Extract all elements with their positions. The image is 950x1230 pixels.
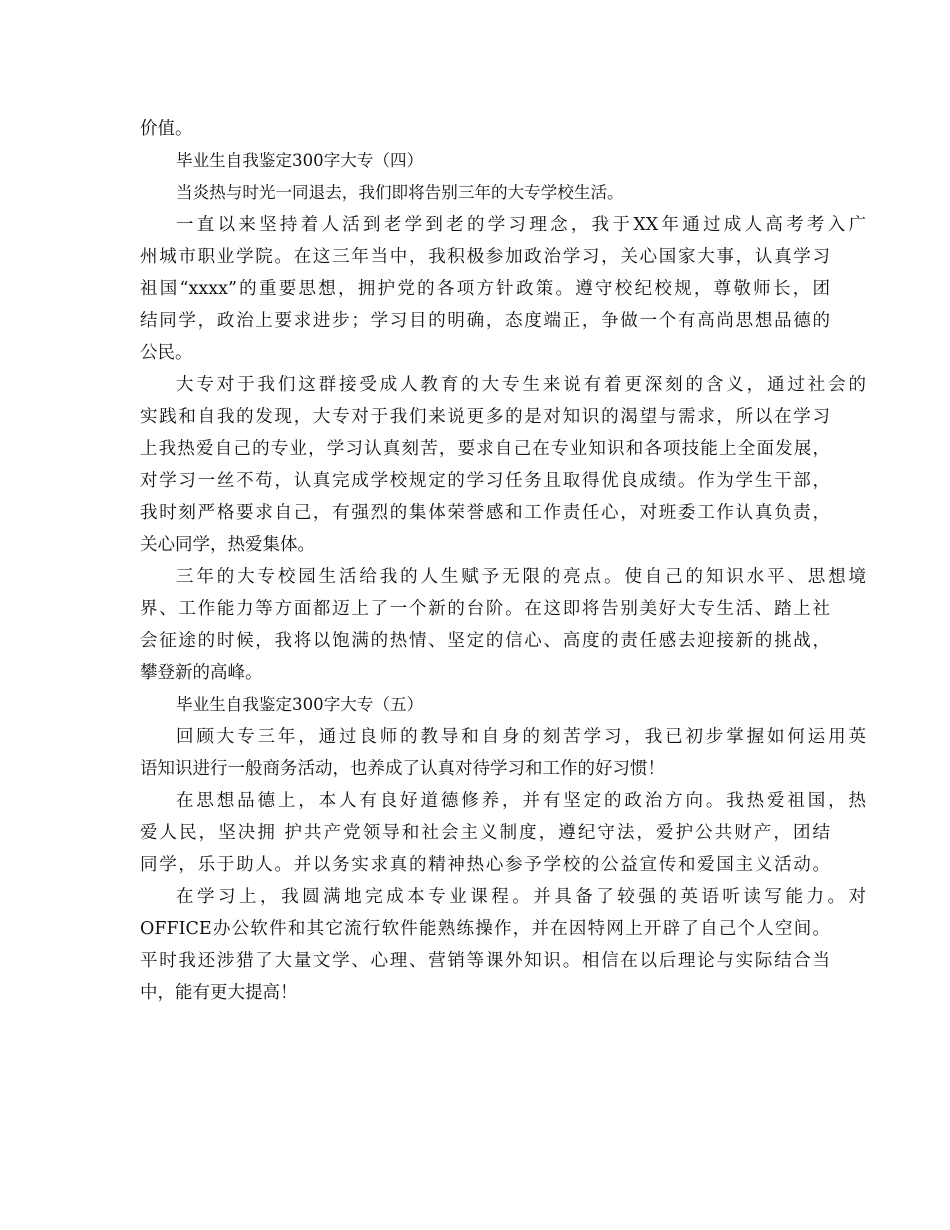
text-line-16: 界、工作能力等方面都迈上了一个新的台阶。在这即将告别美好大专生活、踏上社 bbox=[140, 599, 830, 619]
text-line-9: 大专对于我们这群接受成人教育的大专生来说有着更深刻的含义，通过社会的 bbox=[176, 375, 866, 395]
text-line-21: 语知识进行一般商务活动，也养成了认真对待学习和工作的好习惯！ bbox=[140, 759, 665, 779]
text-line-10: 实践和自我的发现，大专对于我们来说更多的是对知识的渴望与需求，所以在学习 bbox=[140, 407, 830, 427]
text-line-4: 一直以来坚持着人活到老学到老的学习理念，我于XX年通过成人高考考入广 bbox=[176, 215, 866, 235]
text-line-5: 州城市职业学院。在这三年当中，我积极参加政治学习，关心国家大事，认真学习 bbox=[140, 247, 830, 267]
section-heading-5: 毕业生自我鉴定300字大专（五） bbox=[176, 695, 424, 714]
text-line-23: 爱人民，坚决拥 护共产党领导和社会主义制度，遵纪守法，爱护公共财产，团结 bbox=[140, 823, 830, 843]
text-line-17: 会征途的时候，我将以饱满的热情、坚定的信心、高度的责任感去迎接新的挑战， bbox=[140, 631, 830, 651]
text-line-15: 三年的大专校园生活给我的人生赋予无限的亮点。使自己的知识水平、思想境 bbox=[176, 567, 866, 587]
text-line-28: 中，能有更大提高！ bbox=[140, 983, 298, 1003]
text-line-8: 公民。 bbox=[140, 343, 193, 363]
text-line-1: 价值。 bbox=[140, 119, 193, 139]
text-line-11: 上我热爱自己的专业，学习认真刻苦，要求自己在专业知识和各项技能上全面发展， bbox=[140, 439, 830, 459]
text-line-7: 结同学，政治上要求进步；学习目的明确，态度端正，争做一个有高尚思想品德的 bbox=[140, 311, 830, 331]
text-line-12: 对学习一丝不苟，认真完成学校规定的学习任务且取得优良成绩。作为学生干部， bbox=[140, 471, 830, 491]
text-line-26: OFFICE办公软件和其它流行软件能熟练操作，并在因特网上开辟了自己个人空间。 bbox=[140, 919, 830, 939]
text-line-18: 攀登新的高峰。 bbox=[140, 663, 263, 683]
text-line-22: 在思想品德上，本人有良好道德修养，并有坚定的政治方向。我热爱祖国，热 bbox=[176, 791, 866, 811]
text-line-25: 在学习上，我圆满地完成本专业课程。并具备了较强的英语听读写能力。对 bbox=[176, 887, 866, 907]
text-line-14: 关心同学，热爱集体。 bbox=[140, 535, 315, 555]
text-line-27: 平时我还涉猎了大量文学、心理、营销等课外知识。相信在以后理论与实际结合当 bbox=[140, 951, 830, 971]
text-line-20: 回顾大专三年，通过良师的教导和自身的刻苦学习，我已初步掌握如何运用英 bbox=[176, 727, 866, 747]
text-line-3: 当炎热与时光一同退去，我们即将告别三年的大专学校生活。 bbox=[176, 183, 624, 202]
document-body bbox=[140, 113, 866, 1009]
section-heading-4: 毕业生自我鉴定300字大专（四） bbox=[176, 151, 424, 170]
text-line-24: 同学，乐于助人。并以务实求真的精神热心参予学校的公益宣传和爱国主义活动。 bbox=[140, 855, 830, 875]
text-line-13: 我时刻严格要求自己，有强烈的集体荣誉感和工作责任心，对班委工作认真负责， bbox=[140, 503, 830, 523]
text-line-6: 祖国“xxxx”的重要思想，拥护党的各项方针政策。遵守校纪校规，尊敬师长，团 bbox=[140, 279, 830, 299]
